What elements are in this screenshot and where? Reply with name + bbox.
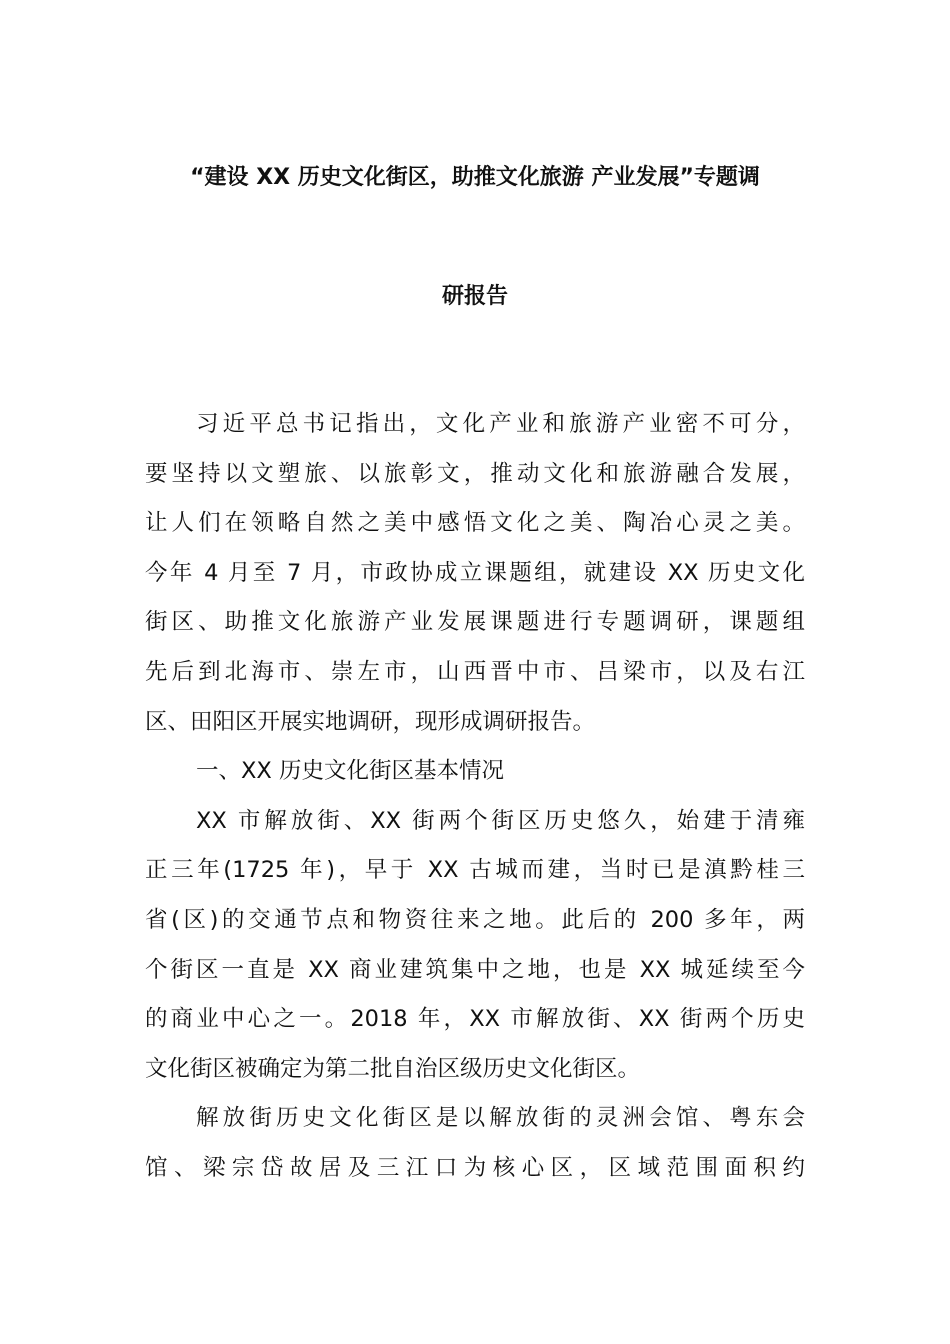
body-line: 先后到北海市、崇左市，山西晋中市、吕梁市，以及右江 — [145, 658, 805, 685]
document-body — [145, 404, 805, 1198]
body-line: 正三年(1725 年)，早于 XX 古城而建，当时已是滇黔桂三 — [145, 857, 805, 884]
body-line: 街区、助推文化旅游产业发展课题进行专题调研，课题组 — [145, 609, 805, 636]
body-line: 今年 4 月至 7 月，市政协成立课题组，就建设 XX 历史文化 — [145, 559, 805, 586]
body-line: 习近平总书记指出，文化产业和旅游产业密不可分， — [196, 411, 805, 437]
document-title-line-1: “建设 XX 历史文化街区，助推文化旅游 产业发展”专题调 — [190, 165, 760, 190]
body-line: 让人们在领略自然之美中感悟文化之美、陶冶心灵之美。 — [145, 510, 805, 537]
body-line: 的商业中心之一。2018 年，XX 市解放街、XX 街两个历史 — [145, 1006, 805, 1033]
document-title-line-2: 研报告 — [441, 284, 508, 309]
body-line: 省(区)的交通节点和物资往来之地。此后的 200 多年，两 — [145, 906, 805, 933]
body-line: XX 市解放街、XX 街两个街区历史悠久，始建于清雍 — [196, 807, 805, 834]
body-line: 馆、梁宗岱故居及三江口为核心区，区域范围面积约 — [145, 1154, 805, 1181]
section-heading: 一、XX 历史文化街区基本情况 — [196, 758, 504, 785]
body-line: 个街区一直是 XX 商业建筑集中之地，也是 XX 城延续至今 — [145, 956, 805, 983]
body-line: 解放街历史文化街区是以解放街的灵洲会馆、粤东会 — [196, 1105, 805, 1132]
body-line: 区、田阳区开展实地调研，现形成调研报告。 — [145, 708, 596, 735]
body-line: 文化街区被确定为第二批自治区级历史文化街区。 — [145, 1055, 641, 1082]
body-line: 要坚持以文塑旅、以旅彰文，推动文化和旅游融合发展， — [145, 460, 805, 487]
